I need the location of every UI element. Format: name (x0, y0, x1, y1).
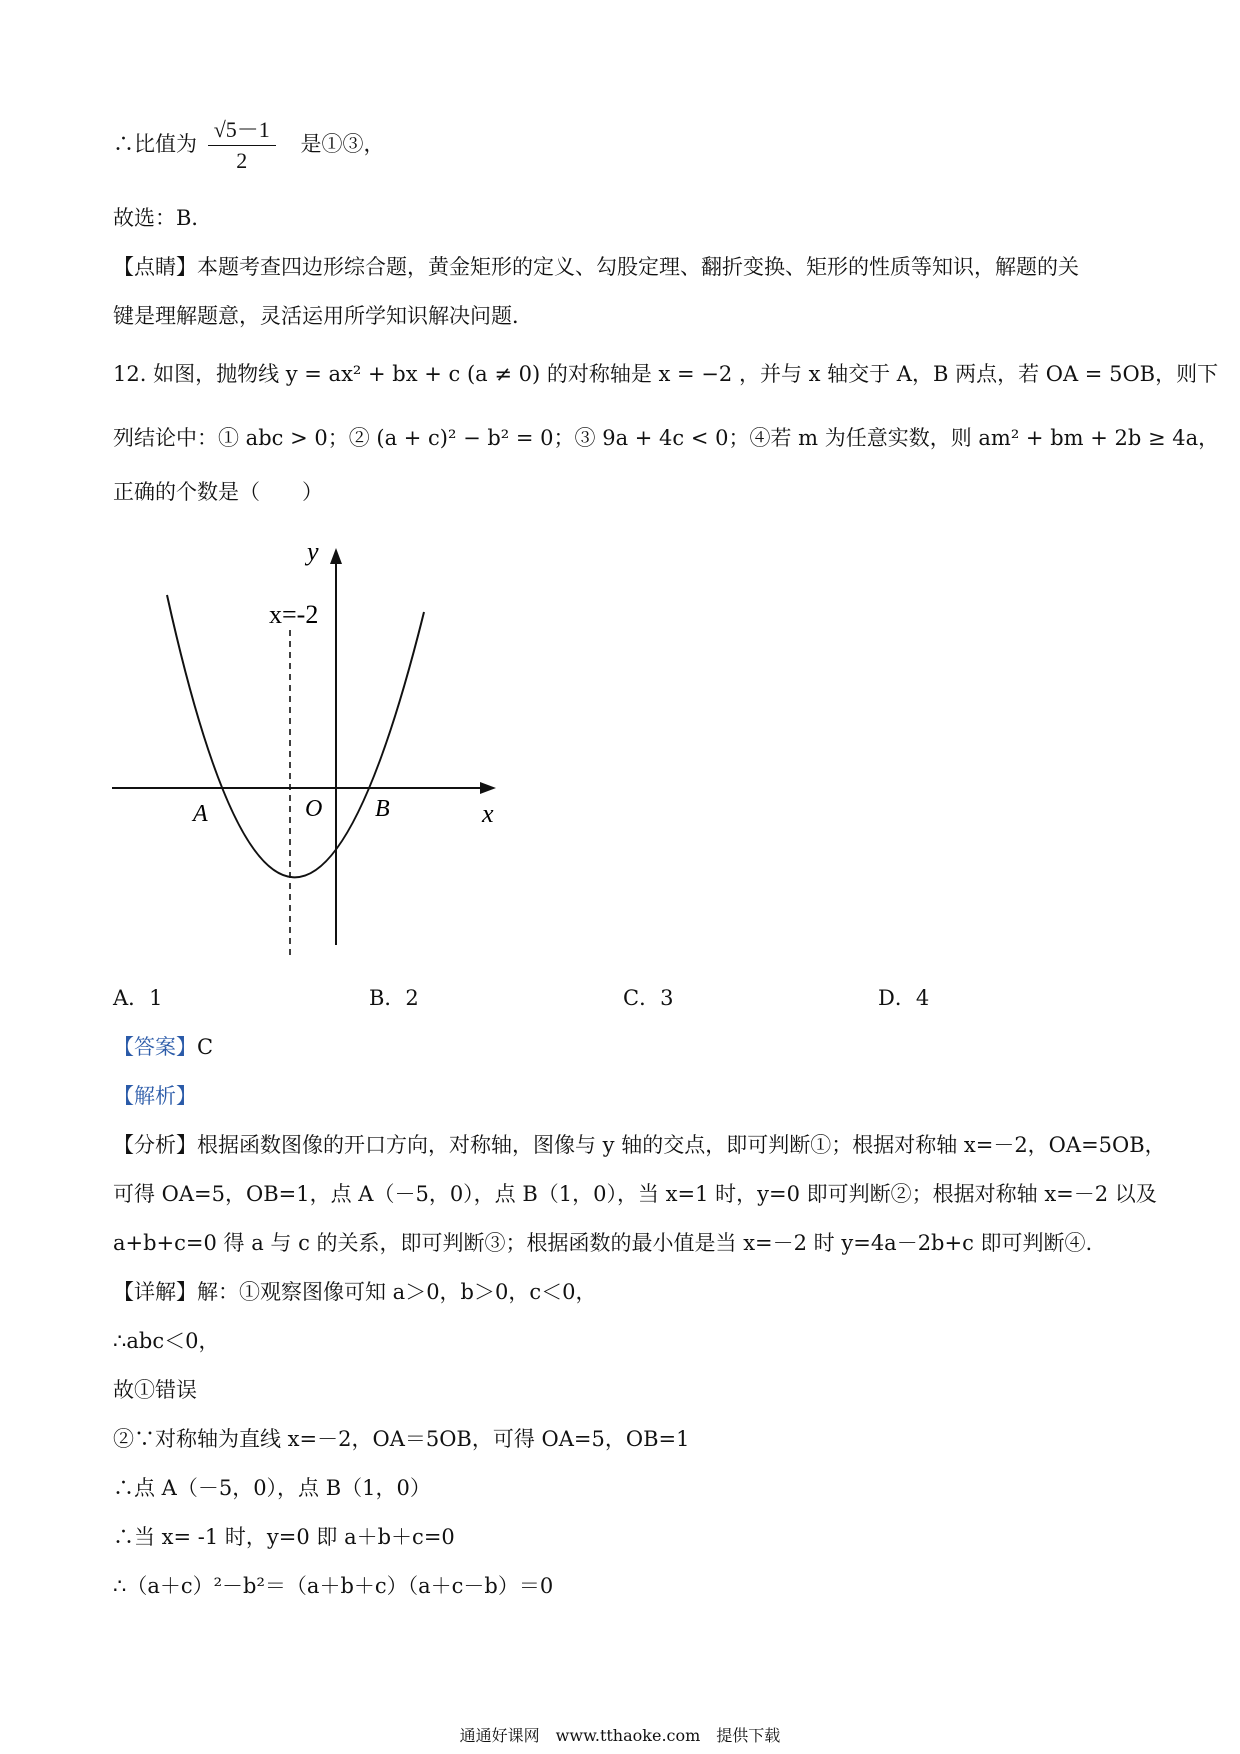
detail-line-4: ②∵对称轴为直线 x=－2，OA＝5OB，可得 OA=5，OB=1 (113, 1427, 690, 1451)
detail-line-6: ∴当 x= -1 时，y=0 即 a＋b＋c=0 (113, 1525, 455, 1549)
ratio-denominator: 2 (236, 148, 248, 173)
ratio-numerator: √5－1 (208, 115, 276, 146)
analysis-line-2: 可得 OA=5，OB=1，点 A（－5，0），点 B（1，0），当 x=1 时，y=0 即可判断②；根据对称轴 x=－2 以及 (113, 1182, 1157, 1206)
option-a: A．1 (113, 986, 163, 1010)
q12-line-1: 12. 如图，抛物线 y = ax² + bx + c (a ≠ 0) 的对称轴是 x = −2 ，并与 x 轴交于 A，B 两点，若 OA = 5OB，则下 (113, 362, 1219, 386)
analysis-tag: 【解析】 (113, 1084, 197, 1108)
parabola-figure (100, 540, 520, 980)
symmetry-axis-label: x=-2 (269, 600, 319, 629)
option-b: B．2 (369, 986, 419, 1010)
parabola-curve (167, 595, 424, 877)
q12-line-3: 正确的个数是（ ） (113, 480, 323, 504)
xj-text-1: 解：①观察图像可知 a＞0，b＞0，c＜0， (197, 1280, 597, 1304)
x-axis-arrow (480, 782, 496, 794)
point-b-label: B (375, 796, 390, 822)
answer-value: C (197, 1035, 214, 1059)
detail-line-2: ∴abc＜0， (113, 1329, 220, 1353)
detail-line-1 (113, 1277, 596, 1307)
detail-line-7: ∴（a＋c）²－b²＝（a＋b＋c）（a＋c－b）＝0 (113, 1574, 554, 1598)
point-line-1 (113, 252, 1079, 282)
option-c: C．3 (623, 986, 674, 1010)
point-text-1: 本题考查四边形综合题，黄金矩形的定义、勾股定理、翻折变换、矩形的性质等知识，解题的关 (197, 255, 1079, 279)
fx-text-1: 根据函数图像的开口方向，对称轴，图像与 y 轴的交点，即可判断①；根据对称轴 x=－2，OA=5OB， (197, 1133, 1166, 1157)
option-d: D．4 (878, 986, 930, 1010)
analysis-line-1 (113, 1130, 1166, 1160)
detail-line-5: ∴点 A（－5，0），点 B（1，0） (113, 1476, 431, 1500)
answer-line (113, 1032, 213, 1062)
point-tag: 【点睛】 (113, 255, 197, 279)
origin-label: O (305, 796, 323, 822)
choose-line: 故选：B． (113, 206, 213, 230)
point-a-label: A (193, 801, 208, 827)
point-line-2: 键是理解题意，灵活运用所学知识解决问题． (113, 304, 533, 328)
y-label: y (307, 540, 319, 566)
x-label: x (482, 799, 494, 828)
ratio-fraction (208, 115, 276, 176)
ratio-prefix: ∴比值为 (113, 132, 197, 156)
fx-tag: 【分析】 (113, 1133, 197, 1157)
ratio-suffix: 是①③， (300, 132, 385, 156)
answer-tag: 【答案】 (113, 1035, 197, 1059)
page-footer: 通通好课网 www.tthaoke.com 提供下载 (459, 1726, 781, 1745)
ratio-line (113, 115, 384, 176)
q12-line-2: 列结论中：① abc > 0；② (a + c)² − b² = 0；③ 9a + 4c < 0；④若 m 为任意实数，则 am² + bm + 2b ≥ 4a， (113, 426, 1220, 450)
analysis-line-3: a+b+c=0 得 a 与 c 的关系，即可判断③；根据函数的最小值是当 x=－2 时 y=4a－2b+c 即可判断④. (113, 1231, 1093, 1255)
y-axis-arrow (330, 548, 342, 564)
detail-line-3: 故①错误 (113, 1378, 197, 1402)
xj-tag: 【详解】 (113, 1280, 197, 1304)
